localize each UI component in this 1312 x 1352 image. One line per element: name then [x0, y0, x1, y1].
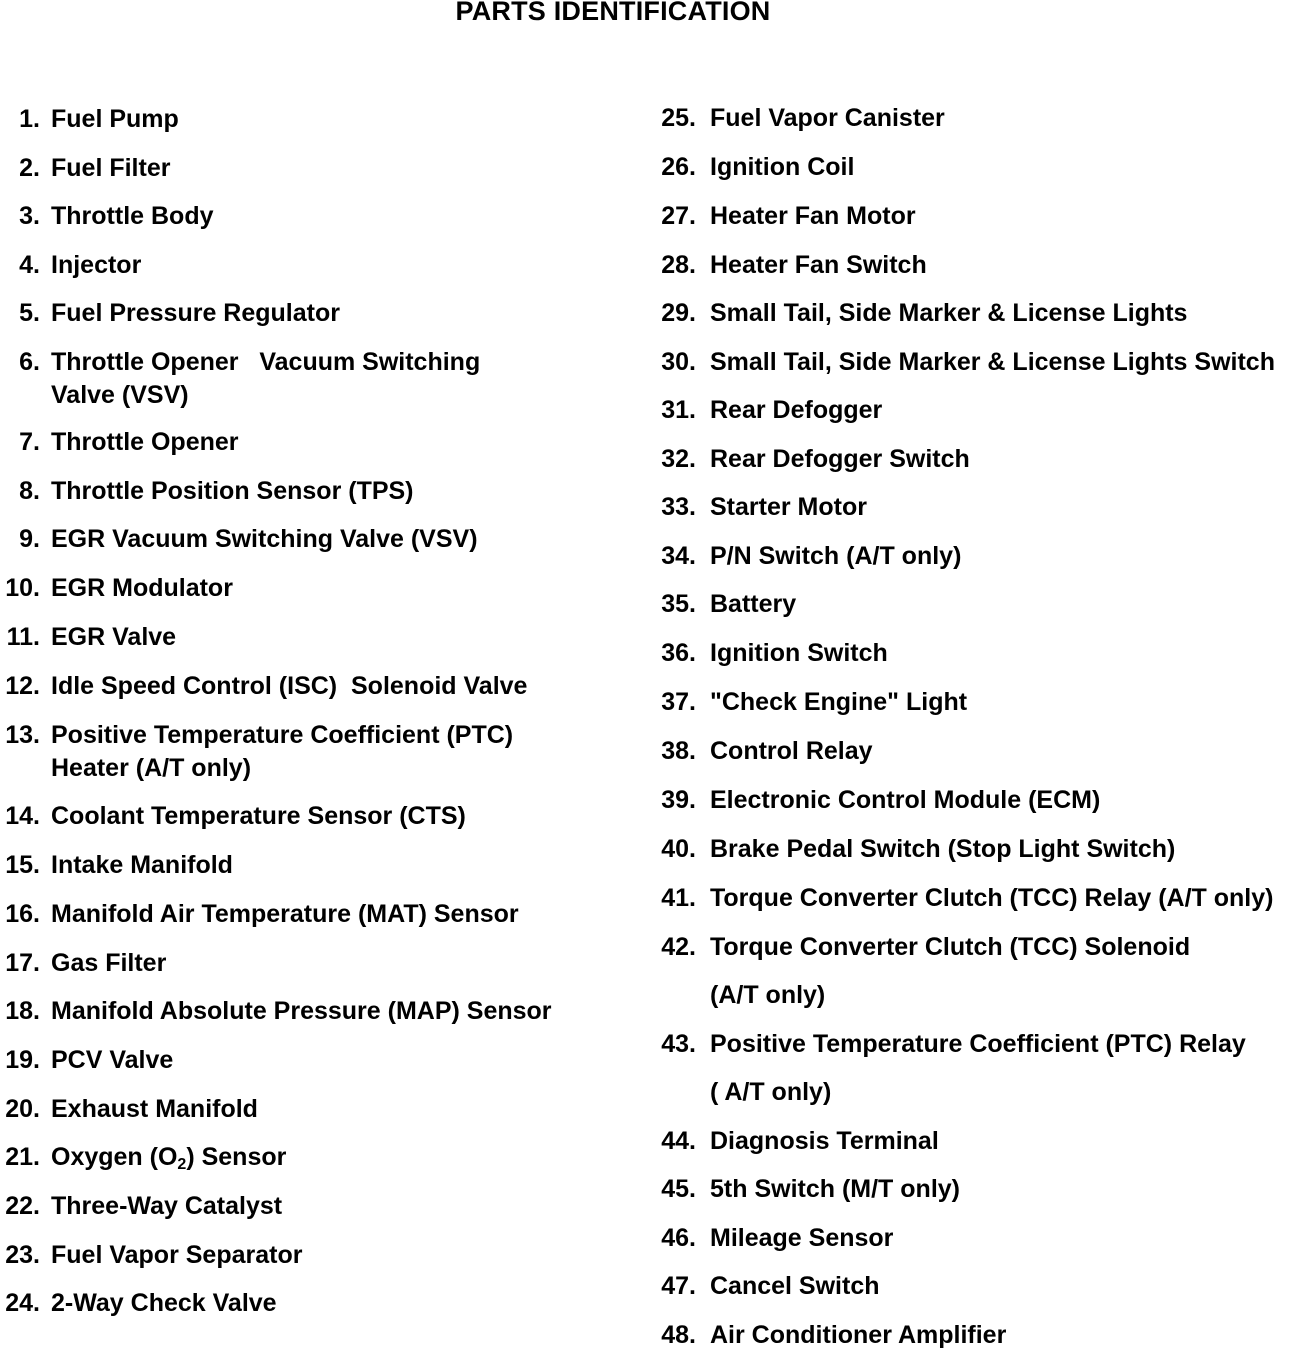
list-item: [654, 102, 945, 135]
list-item: [0, 898, 519, 931]
list-item: [654, 297, 1187, 330]
item-number: 46.: [661, 1224, 696, 1252]
item-label: Throttle Position Sensor (TPS): [51, 477, 414, 505]
item-label: Coolant Temperature Sensor (CTS): [51, 802, 466, 830]
item-label: Control Relay: [710, 737, 873, 765]
item-number: 2.: [19, 154, 40, 182]
item-label: Diagnosis Terminal: [710, 1127, 939, 1155]
item-number: 38.: [661, 737, 696, 765]
item-label: Manifold Air Temperature (MAT) Sensor: [51, 900, 519, 928]
item-label: Ignition Switch: [710, 639, 888, 667]
item-number: 15.: [5, 851, 40, 879]
item-label: Rear Defogger Switch: [710, 445, 970, 473]
item-label: EGR Vacuum Switching Valve (VSV): [51, 525, 478, 553]
item-number: 45.: [661, 1175, 696, 1203]
item-number: 13.: [5, 721, 40, 749]
item-label: P/N Switch (A/T only): [710, 542, 962, 570]
item-number: 19.: [5, 1046, 40, 1074]
item-number: 23.: [5, 1241, 40, 1269]
item-label: Battery: [710, 590, 797, 618]
item-label: Brake Pedal Switch (Stop Light Switch): [710, 835, 1176, 863]
item-label: "Check Engine" Light: [710, 688, 968, 716]
item-label-text: Oxygen (O: [51, 1143, 178, 1171]
item-number: 36.: [661, 639, 696, 667]
item-label: Throttle Body: [51, 202, 214, 230]
item-label: EGR Valve: [51, 623, 177, 651]
item-label: [40, 1141, 286, 1174]
item-label: Small Tail, Side Marker & License Lights Switch: [710, 348, 1275, 376]
item-number: 35.: [661, 590, 696, 618]
item-label: Three-Way Catalyst: [51, 1192, 283, 1220]
item-number: 42.: [661, 933, 696, 961]
item-number: 7.: [19, 428, 40, 456]
list-item: [0, 297, 340, 330]
list-item: [654, 1222, 893, 1255]
list-item: [0, 475, 414, 508]
list-item: [654, 394, 882, 427]
list-item: [0, 200, 214, 233]
item-number: 16.: [5, 900, 40, 928]
list-item: [0, 719, 513, 785]
item-label: Ignition Coil: [710, 153, 855, 181]
item-label-continuation: Valve (VSV): [51, 381, 189, 409]
item-label: Starter Motor: [710, 493, 867, 521]
item-number: 17.: [5, 949, 40, 977]
list-item: [654, 588, 796, 621]
list-item: [0, 995, 552, 1028]
item-number: 14.: [5, 802, 40, 830]
list-item: [654, 1125, 939, 1158]
item-label: Heater Fan Switch: [710, 251, 927, 279]
list-item: [654, 1173, 960, 1206]
item-number: 25.: [661, 104, 696, 132]
item-number: 31.: [661, 396, 696, 424]
list-item: [654, 540, 961, 573]
item-number: 11.: [6, 623, 40, 651]
list-item: [0, 1141, 286, 1174]
list-item: [0, 1239, 302, 1272]
item-number: 30.: [661, 348, 696, 376]
list-item: [0, 670, 527, 703]
item-label: EGR Modulator: [51, 574, 233, 602]
item-label: Throttle Opener: [51, 428, 239, 456]
item-label: Fuel Pump: [51, 105, 179, 133]
list-item: [0, 849, 233, 882]
item-label: Exhaust Manifold: [51, 1095, 258, 1123]
item-label: Manifold Absolute Pressure (MAP) Sensor: [51, 997, 552, 1025]
item-label: Cancel Switch: [710, 1272, 880, 1300]
item-label: Gas Filter: [51, 949, 167, 977]
item-label: 5th Switch (M/T only): [710, 1175, 960, 1203]
list-item: [0, 152, 170, 185]
item-number: 43.: [661, 1030, 696, 1058]
item-number: 3.: [19, 202, 40, 230]
item-number: 41.: [661, 884, 696, 912]
item-number: 39.: [661, 786, 696, 814]
item-label: Heater Fan Motor: [710, 202, 916, 230]
item-label: Intake Manifold: [51, 851, 233, 879]
item-number: 5.: [19, 299, 40, 327]
item-number: 10.: [5, 574, 40, 602]
subscript: 2: [177, 1156, 187, 1173]
list-item: [654, 151, 854, 184]
list-item: [654, 200, 916, 233]
item-label: Small Tail, Side Marker & License Lights: [710, 299, 1188, 327]
item-number: 22.: [5, 1192, 40, 1220]
item-number: 20.: [5, 1095, 40, 1123]
list-item: [654, 735, 873, 768]
item-number: 1.: [19, 105, 40, 133]
list-item: [654, 686, 967, 719]
list-item: [0, 523, 478, 556]
item-label: Fuel Filter: [51, 154, 171, 182]
list-item: [654, 882, 1273, 915]
item-number: 40.: [661, 835, 696, 863]
item-label: Air Conditioner Amplifier: [710, 1321, 1007, 1349]
item-number: 32.: [661, 445, 696, 473]
list-item: [0, 621, 176, 654]
item-number: 37.: [661, 688, 696, 716]
list-item: [0, 103, 179, 136]
item-number: 28.: [661, 251, 696, 279]
item-label-continuation: ( A/T only): [710, 1078, 832, 1106]
item-label: Injector: [51, 251, 142, 279]
item-number: 24.: [5, 1289, 40, 1317]
list-item: [654, 443, 970, 476]
item-number: 44.: [661, 1127, 696, 1155]
item-label: Positive Temperature Coefficient (PTC): [51, 721, 514, 749]
list-item: [0, 249, 141, 282]
item-label: Rear Defogger: [710, 396, 883, 424]
item-number: 4.: [19, 251, 40, 279]
item-number: 18.: [5, 997, 40, 1025]
item-number: 6.: [19, 348, 40, 376]
item-label: Idle Speed Control (ISC) Solenoid Valve: [51, 672, 528, 700]
list-item: [654, 784, 1100, 817]
list-item: [654, 833, 1175, 866]
item-label: Torque Converter Clutch (TCC) Solenoid: [710, 933, 1191, 961]
page-title: PARTS IDENTIFICATION: [455, 0, 771, 26]
item-number: 29.: [661, 299, 696, 327]
list-item: [654, 637, 888, 670]
list-item: [654, 1028, 1246, 1109]
list-item: [0, 1044, 173, 1077]
item-number: 9.: [19, 525, 40, 553]
item-label: Positive Temperature Coefficient (PTC) Relay: [710, 1030, 1246, 1058]
item-label-continuation: (A/T only): [710, 981, 826, 1009]
item-label-text: ) Sensor: [186, 1143, 287, 1171]
list-item: [0, 346, 480, 412]
list-item: [654, 1319, 1006, 1352]
item-label: PCV Valve: [51, 1046, 174, 1074]
item-number: 26.: [661, 153, 696, 181]
item-number: 47.: [661, 1272, 696, 1300]
item-number: 34.: [661, 542, 696, 570]
item-label: Mileage Sensor: [710, 1224, 894, 1252]
item-label: 2-Way Check Valve: [51, 1289, 277, 1317]
list-item: [654, 1270, 880, 1303]
list-item: [654, 249, 927, 282]
item-label: Fuel Vapor Canister: [710, 104, 945, 132]
item-number: 8.: [19, 477, 40, 505]
list-item: [654, 931, 1190, 1012]
item-label: Fuel Vapor Separator: [51, 1241, 303, 1269]
item-number: 12.: [5, 672, 40, 700]
item-label: Torque Converter Clutch (TCC) Relay (A/T only): [710, 884, 1274, 912]
item-number: 21.: [5, 1143, 40, 1171]
item-label: Throttle Opener Vacuum Switching: [51, 348, 481, 376]
list-item: [0, 800, 466, 833]
list-item: [0, 1093, 258, 1126]
list-item: [0, 426, 239, 459]
list-item: [0, 1190, 282, 1223]
item-number: 33.: [661, 493, 696, 521]
list-item: [0, 572, 233, 605]
item-number: 48.: [661, 1321, 696, 1349]
item-label: Electronic Control Module (ECM): [710, 786, 1101, 814]
list-item: [654, 491, 867, 524]
list-item: [0, 1287, 277, 1320]
list-item: [0, 947, 166, 980]
item-number: 27.: [661, 202, 696, 230]
item-label: Fuel Pressure Regulator: [51, 299, 340, 327]
item-label-continuation: Heater (A/T only): [51, 754, 252, 782]
list-item: [654, 346, 1275, 379]
